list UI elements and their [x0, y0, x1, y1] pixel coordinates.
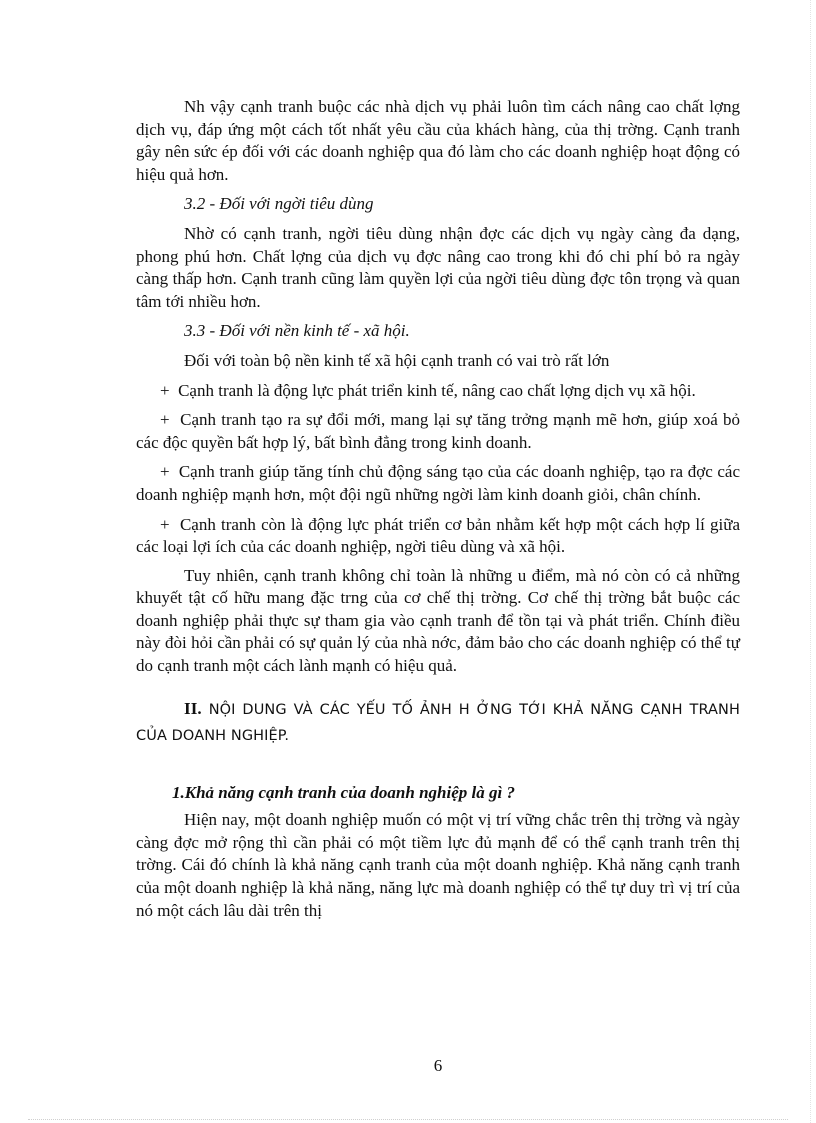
- section-heading-ii: [136, 696, 740, 749]
- bullet-item: [136, 380, 740, 403]
- paragraph-competition-services: Nh vậy cạnh tranh buộc các nhà dịch vụ phải luôn tìm cách nâng cao chất lợng dịch vụ, đáp ứng một cách tốt nhất yêu cầu của khách hàng, của thị trờng. Cạnh tranh gây nên sức ép đối với các doanh nghiệp qua đó làm cho các doanh nghiệp hoạt động có hiệu quả hơn.: [136, 97, 740, 184]
- paragraph-consumers: Nhờ có cạnh tranh, ngời tiêu dùng nhận đợc các dịch vụ ngày càng đa dạng, phong phú hơn. Chất lợng của dịch vụ đợc nâng cao trong khi đó chi phí bỏ ra ngày càng thấp hơn. Cạnh tranh cũng làm quyền lợi của ngời tiêu dùng đợc tôn trọng và quan tâm tới nhiều hơn.: [136, 223, 740, 311]
- bottom-dotted-border: [28, 1119, 788, 1120]
- bullet-text: Cạnh tranh còn là động lực phát triển cơ bản nhằm kết hợp một cách hợp lí giữa các loại lợi ích của các doanh nghiệp, ngời tiêu dùng và xã hội.: [136, 514, 740, 557]
- paragraph-drawbacks: Tuy nhiên, cạnh tranh không chỉ toàn là những u điểm, mà nó còn có cả những khuyết tật cố hữu mang đặc trng của cơ chế thị trờng. Cơ chế thị trờng bắt buộc các doanh nghiệp phải thực sự tham gia vào cạnh tranh để tồn tại và phát triển. Chính điều này đòi hỏi cần phải có sự quản lý của nhà nớc, đảm bảo cho các doanh nghiệp có thể tự do cạnh tranh một cách lành mạnh có hiệu quả.: [136, 565, 740, 676]
- bullet-plus-icon: +: [160, 380, 170, 400]
- bullet-plus-icon: +: [160, 514, 170, 534]
- subheading-consumers: 3.2 - Đối với ngời tiêu dùng: [184, 194, 374, 214]
- subheading-economy-society: 3.3 - Đối với nền kinh tế - xã hội.: [184, 321, 410, 341]
- bullet-item: [136, 514, 740, 559]
- subsection-heading-1: 1.Khả năng cạnh tranh của doanh nghiệp là gì ?: [172, 782, 515, 802]
- bullet-text: Cạnh tranh giúp tăng tính chủ động sáng tạo của các doanh nghiệp, tạo ra đợc các doanh nghiệp mạnh hơn, một đội ngũ những ngời làm kinh doanh giỏi, chân chính.: [136, 462, 740, 504]
- bullet-text: Cạnh tranh là động lực phát triển kinh tế, nâng cao chất lợng dịch vụ xã hội.: [178, 380, 696, 400]
- right-dotted-border: [810, 0, 811, 1123]
- page-body: [136, 96, 740, 922]
- section-number: II.: [184, 698, 202, 718]
- bullet-item: [136, 461, 740, 506]
- paragraph-economy-intro: Đối với toàn bộ nền kinh tế xã hội cạnh tranh có vai trò rất lớn: [184, 350, 610, 370]
- bullet-plus-icon: +: [160, 410, 170, 430]
- page-number: 6: [433, 1056, 443, 1075]
- paragraph-competitiveness: Hiện nay, một doanh nghiệp muốn có một vị trí vững chắc trên thị trờng và ngày càng đợc mở rộng thì cần phải có một tiềm lực đủ mạnh để có thể cạnh tranh trên thị trờng. Cái đó chính là khả năng cạnh tranh của một doanh nghiệp. Khả năng cạnh tranh của một doanh nghiệp là khả năng, năng lực mà doanh nghiệp có thể tự duy trì vị trí của nó một cách lâu dài trên thị: [136, 810, 740, 920]
- section-title: NỘI DUNG VÀ CÁC YẾU TỐ ẢNH H ỞNG TỚI KHẢ NĂNG CẠNH TRANH CỦA DOANH NGHIỆP.: [136, 701, 740, 744]
- bullet-item: [136, 409, 740, 454]
- bullet-plus-icon: +: [160, 462, 170, 482]
- bullet-text: Cạnh tranh tạo ra sự đổi mới, mang lại sự tăng trởng mạnh mẽ hơn, giúp xoá bỏ các độc quyền bất hợp lý, bất bình đẳng trong kinh doanh.: [136, 410, 741, 452]
